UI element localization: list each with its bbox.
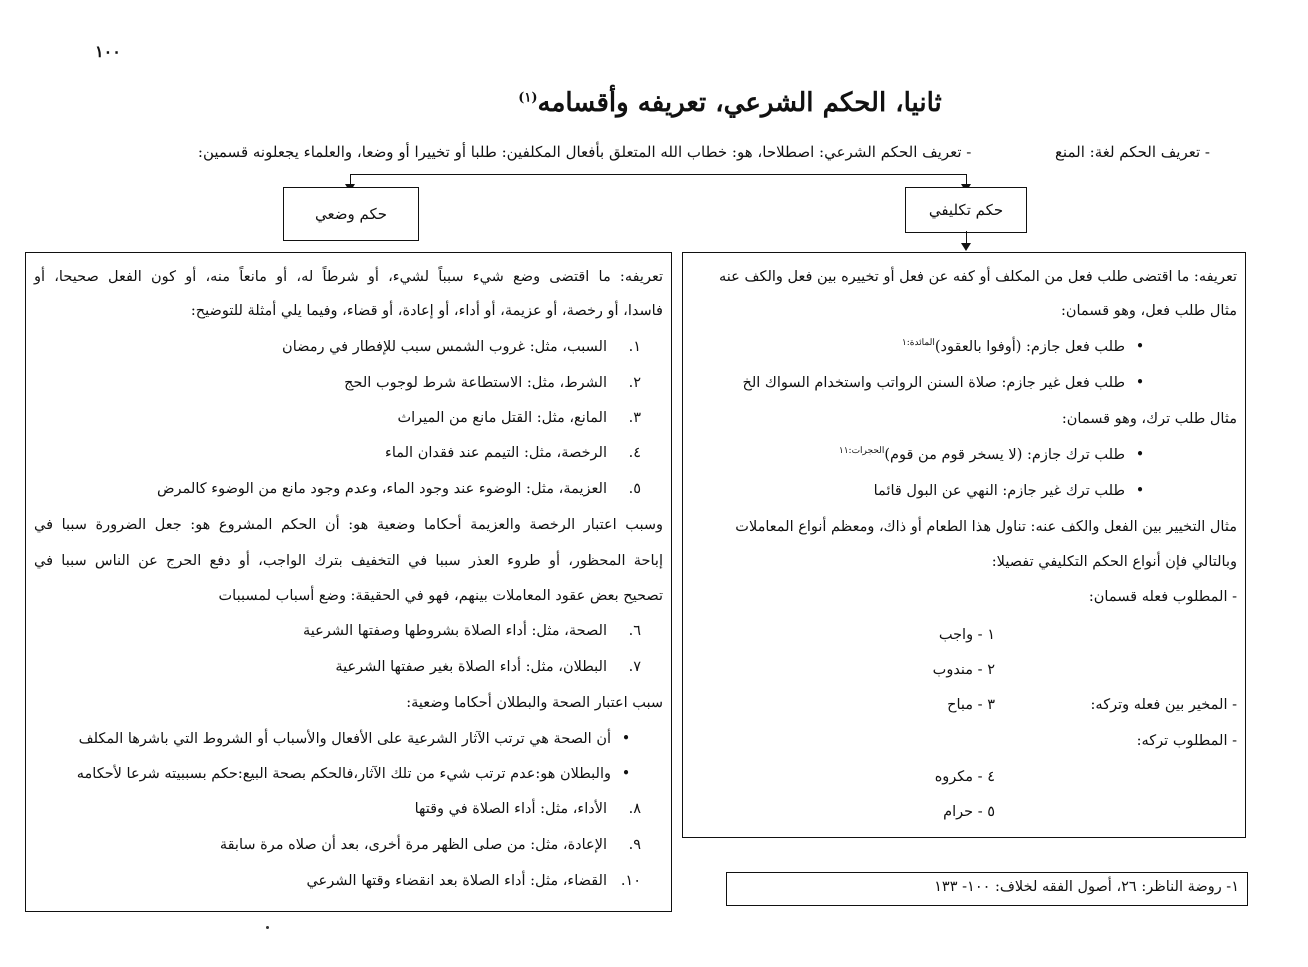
list-item: ١٠.القضاء، مثل: أداء الصلاة بعد انقضاء وقتها الشرعي <box>306 873 641 889</box>
list-item: •طلب ترك غير جازم: النهي عن البول قائما <box>691 481 1155 501</box>
list-item: ٤.الرخصة، مثل: التيمم عند فقدان الماء <box>385 445 641 461</box>
wadi-validity-heading: سبب اعتبار الصحة والبطلان أحكاما وضعية: <box>406 695 663 711</box>
bullet-icon: • <box>621 766 631 782</box>
footnote-text: ١- روضة الناظر: ٢٦، أصول الفقه لخلاف: ١٠٠- ١٣٣ <box>934 879 1239 895</box>
taklifi-request-do-heading: مثال طلب فعل، وهو قسمان: <box>1060 303 1237 319</box>
branch-taklifi-label: حكم تكليفي <box>928 201 1004 219</box>
intro-technical-definition: - تعريف الحكم الشرعي: اصطلاحا، هو: خطاب الله المتعلق بأفعال المكلفين: طلبا أو تخييرا أو وضعا، والعلماء يجعلونه قسمين: <box>197 143 972 161</box>
type-item-mubah: ٣ - مباح <box>947 697 995 713</box>
taklifi-summary-line: وبالتالي فإن أنواع الحكم التكليفي تفصيلا: <box>991 554 1237 570</box>
bullet-icon: • <box>1135 339 1145 355</box>
list-item: ٨.الأداء، مثل: أداء الصلاة في وقتها <box>414 801 641 817</box>
bullet-icon: • <box>1135 483 1145 499</box>
wadi-reason-line: وسبب اعتبار الرخصة والعزيمة أحكاما وضعية هو: أن الحكم المشروع هو: جعل الضرورة سببا في <box>34 517 663 533</box>
footnote-box <box>726 872 1248 906</box>
list-item: •والبطلان هو:عدم ترتب شيء من تلك الآثار،فالحكم بصحة البيع:حكم بسببيته شرعا لأحكامه <box>34 764 641 784</box>
wadi-definition-line-1: تعريفه: ما اقتضى وضع شيء سبباً لشيء، أو شرطاً له، أو مانعاً منه، أو كون الفعل صحيحا، أو <box>34 269 663 285</box>
intro-line <box>180 143 1210 161</box>
scan-dot <box>266 926 269 929</box>
branch-taklifi-box <box>905 187 1027 233</box>
list-item: •أن الصحة هي ترتب الآثار الشرعية على الأفعال والأسباب أو الشروط التي باشرها المكلف <box>34 729 641 749</box>
type-item-mandub: ٢ - مندوب <box>932 662 995 678</box>
wadi-definition-line-2: فاسدا، أو رخصة، أو عزيمة، أو أداء، أو إعادة، أو قضاء، وفيما يلي أمثلة للتوضيح: <box>190 303 663 319</box>
wadi-reason-line: تصحيح بعض عقود المعاملات بينهم، فهو في الحقيقة: وضع أسباب لمسببات <box>218 588 663 604</box>
page-title <box>300 88 1160 118</box>
list-item: ٥.العزيمة، مثل: الوضوء عند وجود الماء، وعدم وجود مانع من الوضوء كالمرض <box>157 481 641 497</box>
wadi-panel <box>25 252 672 912</box>
type-item-makruh: ٤ - مكروه <box>934 769 995 785</box>
list-item: ١.السبب، مثل: غروب الشمس سبب للإفطار في رمضان <box>282 339 641 355</box>
list-item: •طلب فعل غير جازم: صلاة السنن الرواتب واستخدام السواك الخ <box>691 373 1155 393</box>
taklifi-definition: تعريفه: ما اقتضى طلب فعل من المكلف أو كفه عن فعل أو تخييره بين فعل والكف عنه <box>719 269 1237 285</box>
list-item: ٧.البطلان، مثل: أداء الصلاة بغير صفتها الشرعية <box>335 659 641 675</box>
wadi-reason-line: إباحة المحظور، أو طروء العذر سببا في التخفيف بترك الواجب، أو دفع الحرج عن الناس سببا في <box>34 553 663 569</box>
list-item: ٦.الصحة، مثل: أداء الصلاة بشروطها وصفتها الشرعية <box>302 623 641 639</box>
title-text: ثانيا، الحكم الشرعي، تعريفه وأقسامه <box>537 88 942 118</box>
branch-wadi-box <box>283 187 419 241</box>
taklifi-required-leave-label: - المطلوب تركه: <box>1136 733 1237 749</box>
list-item: ٢.الشرط، مثل: الاستطاعة شرط لوجوب الحج <box>344 375 641 391</box>
taklifi-required-do-label: - المطلوب فعله قسمان: <box>1088 589 1237 605</box>
list-item: ٩.الإعادة، مثل: من صلى الظهر مرة أخرى، بعد أن صلاه مرة سابقة <box>219 837 641 853</box>
list-item: ٣.المانع، مثل: القتل مانع من الميراث <box>397 410 641 426</box>
title-footnote-ref: (١) <box>518 90 538 106</box>
intro-lexical-definition: - تعريف الحكم لغة: المنع <box>1054 143 1210 161</box>
bullet-icon: • <box>1135 447 1145 463</box>
page-number: ١٠٠ <box>95 42 121 61</box>
bullet-icon: • <box>621 731 631 747</box>
taklifi-choice-line: مثال التخيير بين الفعل والكف عنه: تناول هذا الطعام أو ذاك، ومعظم أنواع المعاملات <box>735 519 1237 535</box>
type-item-haram: ٥ - حرام <box>943 804 995 820</box>
taklifi-request-leave-heading: مثال طلب ترك، وهو قسمان: <box>1061 411 1237 427</box>
arrow-down-icon <box>961 243 971 251</box>
connector-top-line <box>350 174 967 175</box>
bullet-icon: • <box>1135 375 1145 391</box>
branch-wadi-label: حكم وضعي <box>314 205 388 223</box>
taklifi-panel <box>682 252 1246 838</box>
taklifi-choice-label: - المخير بين فعله وتركه: <box>1090 697 1237 713</box>
list-item: •طلب فعل جازم: (أوفوا بالعقود)$^{المائدة:١}$ <box>691 337 1155 357</box>
type-item-wajib: ١ - واجب <box>938 627 995 643</box>
list-item: •طلب ترك جازم: (لا يسخر قوم من قوم)$^{الحجرات:١١}$ <box>691 445 1155 465</box>
